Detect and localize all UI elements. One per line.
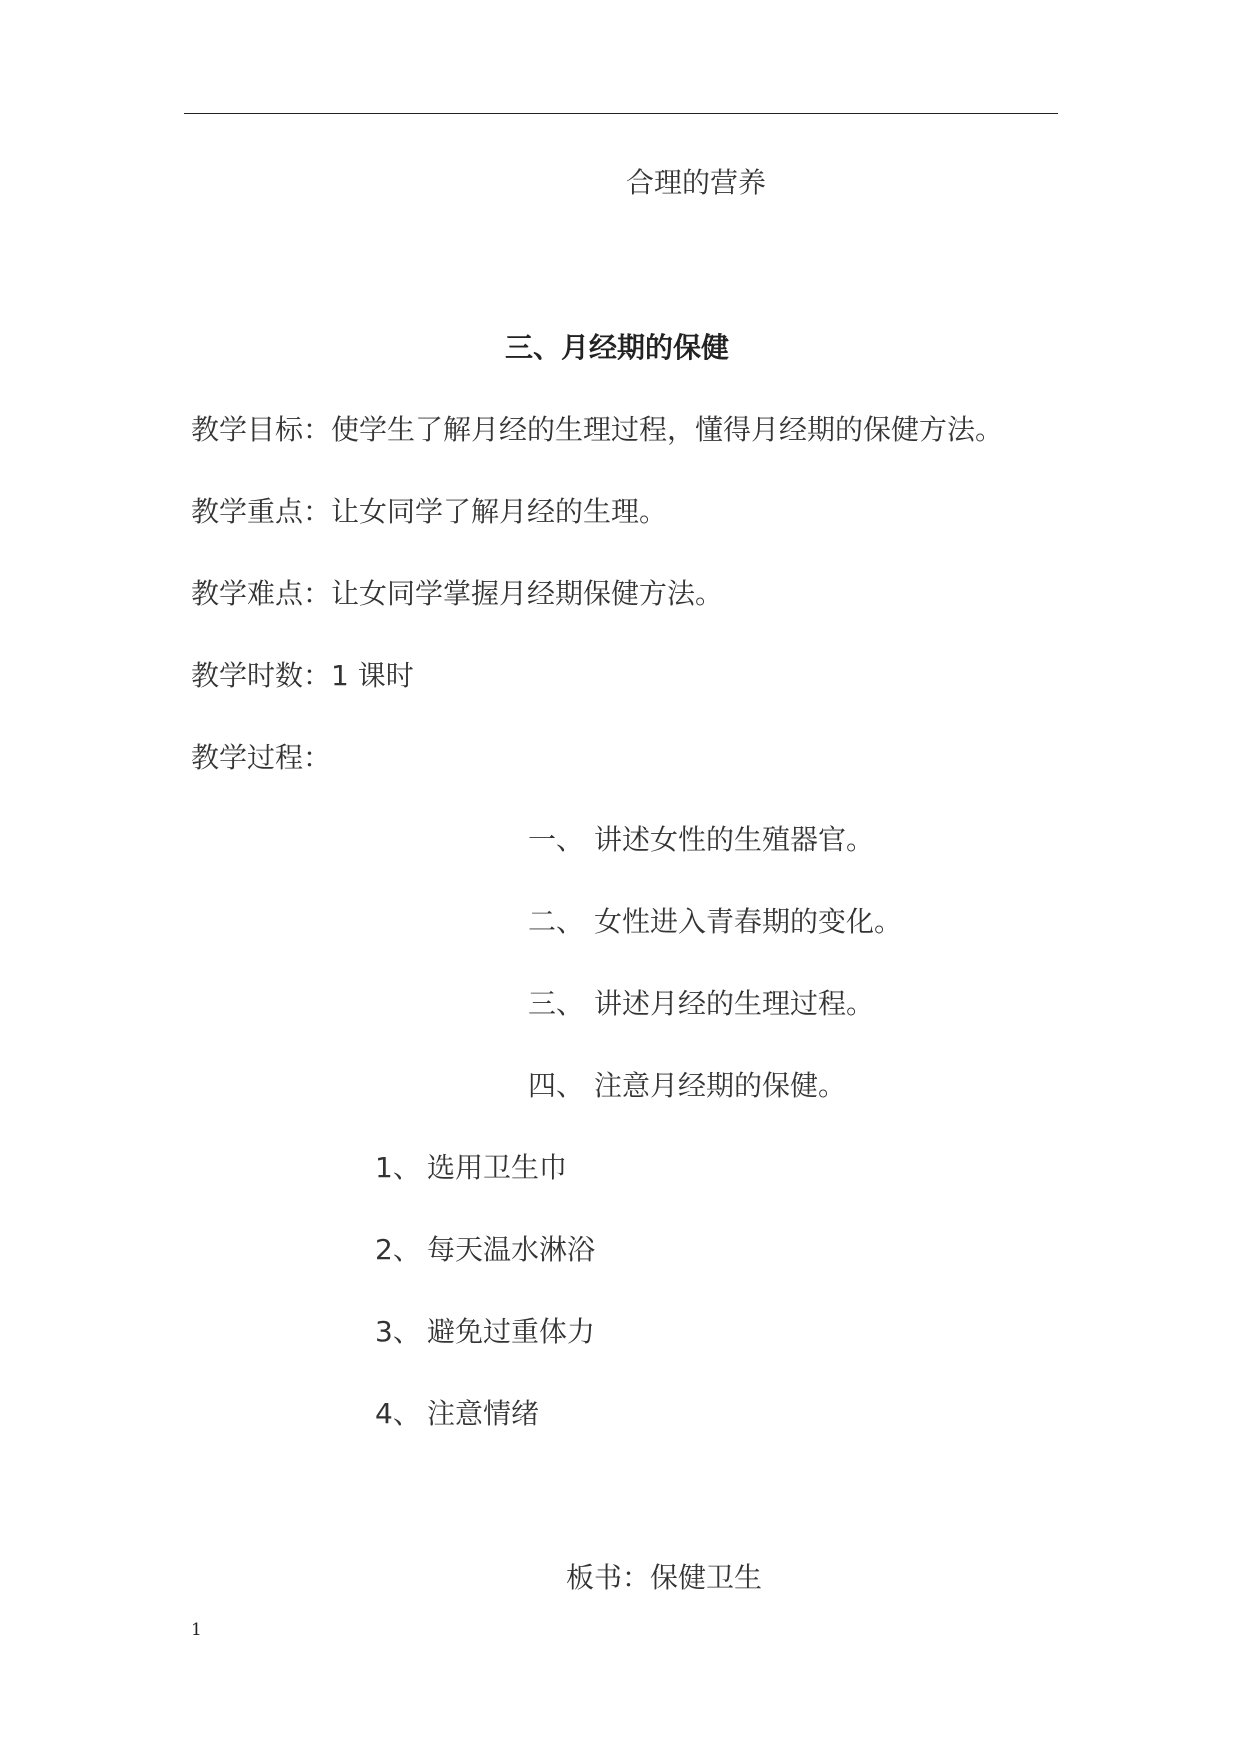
process-step (528, 904, 902, 940)
care-item-text: 选用卫生巾 (427, 1151, 568, 1184)
care-item-number: 1、 (375, 1151, 421, 1184)
header-rule (184, 113, 1058, 114)
care-item-number: 2、 (375, 1233, 421, 1266)
process-step-number: 一、 (528, 823, 585, 856)
teaching-difficulty: 教学难点：让女同学掌握月经期保健方法。 (191, 577, 724, 610)
care-item (375, 1396, 539, 1432)
care-item-number: 4、 (375, 1397, 421, 1430)
process-step (528, 1068, 846, 1104)
care-item (375, 1314, 595, 1350)
care-item (375, 1150, 567, 1186)
page-number: 1 (191, 1620, 202, 1640)
process-step-number: 四、 (528, 1069, 585, 1102)
teaching-objective: 教学目标：使学生了解月经的生理过程，懂得月经期的保健方法。 (191, 413, 1004, 446)
process-step-number: 二、 (528, 905, 585, 938)
care-item-text: 每天温水淋浴 (427, 1233, 596, 1266)
care-item-number: 3、 (375, 1315, 421, 1348)
section-title: 三、月经期的保健 (505, 331, 730, 364)
care-item (375, 1232, 595, 1268)
process-step-text: 女性进入青春期的变化。 (594, 905, 903, 938)
teaching-key-point: 教学重点：让女同学了解月经的生理。 (191, 495, 668, 528)
care-item-text: 避免过重体力 (427, 1315, 596, 1348)
care-item-text: 注意情绪 (427, 1397, 540, 1430)
process-step-text: 注意月经期的保健。 (594, 1069, 847, 1102)
process-step-text: 讲述女性的生殖器官。 (594, 823, 875, 856)
teaching-process-label: 教学过程： (191, 741, 332, 774)
process-step-text: 讲述月经的生理过程。 (594, 987, 875, 1020)
board-note: 板书：保健卫生 (566, 1561, 763, 1594)
previous-section-footer: 合理的营养 (626, 166, 767, 199)
process-step-number: 三、 (528, 987, 585, 1020)
process-step (528, 822, 874, 858)
process-step (528, 986, 874, 1022)
teaching-hours: 教学时数：1 课时 (191, 659, 414, 692)
